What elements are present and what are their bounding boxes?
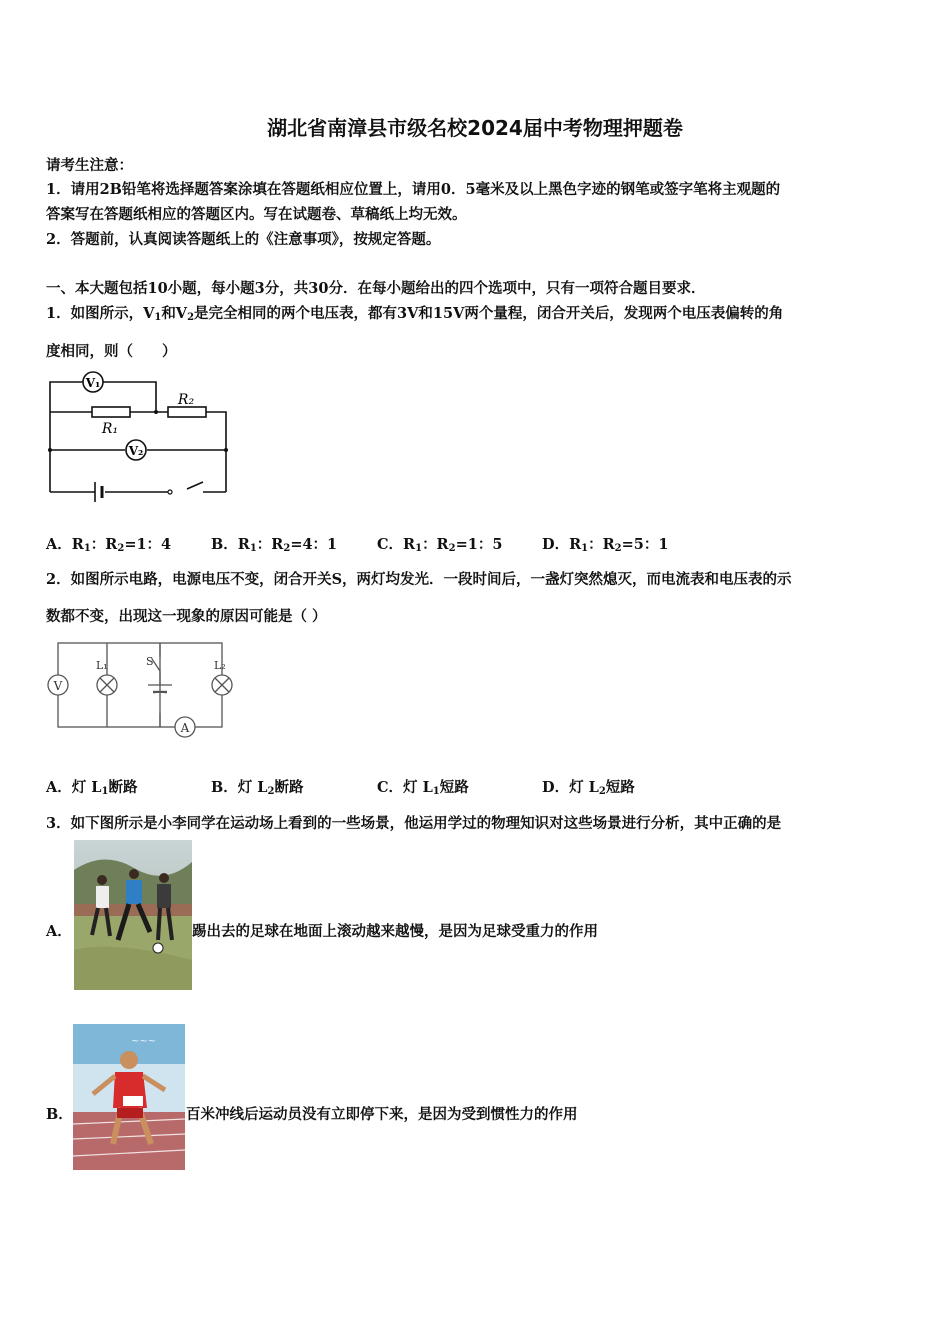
q2-stem-line-2: 数都不变，出现这一现象的原因可能是（ ） [46,608,327,625]
q1-stem-line-2: 度相同，则（ ） [46,343,177,360]
q2-option-c[interactable]: C．灯 $L_1$短路 [377,779,469,797]
sprinter-photo [73,1024,185,1170]
q3-option-a-text: 踢出去的足球在地面上滚动越来越慢，是因为足球受重力的作用 [192,923,598,940]
q1-circuit-diagram [40,370,240,505]
v2-label: V₂ [128,444,144,458]
s-label: S [146,655,154,668]
notice-heading: 请考生注意： [46,157,133,174]
notice-item-2: 2．答题前，认真阅读答题纸上的《注意事项》，按规定答题。 [46,231,441,248]
q2-option-a[interactable]: A．灯 $L_1$断路 [46,779,138,797]
q2-circuit-diagram [40,635,240,745]
q2-stem-line-1: 2．如图所示电路，电源电压不变，闭合开关S，两灯均发光．一段时间后，一盏灯突然熄灭，而电流表和电压表的示 [46,571,792,588]
page-title: 湖北省南漳县市级名校2024届中考物理押题卷 [267,116,683,140]
notice-item-1-line-2: 答案写在答题纸相应的答题区内。写在试题卷、草稿纸上均无效。 [46,206,467,223]
q2-option-d[interactable]: D．灯 $L_2$短路 [542,779,635,797]
l1-label: L₁ [96,659,108,672]
svg-text:~~~: ~~~ [131,1036,157,1047]
soccer-photo [74,840,192,990]
r1-label: R₁ [101,421,119,437]
q3-option-a-label[interactable]: A． [46,923,72,940]
v-label: V [53,679,63,693]
q1-option-c[interactable]: C．$R_1$：$R_2=1$：5 [377,536,503,554]
q1-stem-line-1: 1．如图所示，$V_1$和$V_2$是完全相同的两个电压表，都有3V和15V两个量程，闭合开关后，发现两个电压表偏转的角 [46,305,784,323]
q1-option-b[interactable]: B．$R_1$：$R_2=4$：1 [211,536,338,554]
notice-item-1-line-1: 1．请用2B铅笔将选择题答案涂填在答题纸相应位置上，请用0．5毫米及以上黑色字迹的钢笔或签字笔将主观题的 [46,181,781,198]
q1-option-d[interactable]: D．$R_1$：$R_2=5$：1 [542,536,669,554]
r2-label: R₂ [177,392,195,408]
q3-option-b-label[interactable]: B． [46,1106,73,1123]
q2-option-b[interactable]: B．灯 $L_2$断路 [211,779,304,797]
q3-option-b-text: 百米冲线后运动员没有立即停下来，是因为受到惯性力的作用 [186,1106,578,1123]
l2-label: L₂ [214,659,226,672]
q1-option-a[interactable]: A．$R_1$：$R_2=1$：4 [46,536,172,554]
q3-stem: 3．如下图所示是小李同学在运动场上看到的一些场景，他运用学过的物理知识对这些场景进行分析，其中正确的是 [46,815,782,832]
section-heading: 一、本大题包括10小题，每小题3分，共30分．在每小题给出的四个选项中，只有一项符合题目要求． [46,280,706,297]
a-label: A [180,721,190,735]
v1-label: V₁ [85,376,101,390]
